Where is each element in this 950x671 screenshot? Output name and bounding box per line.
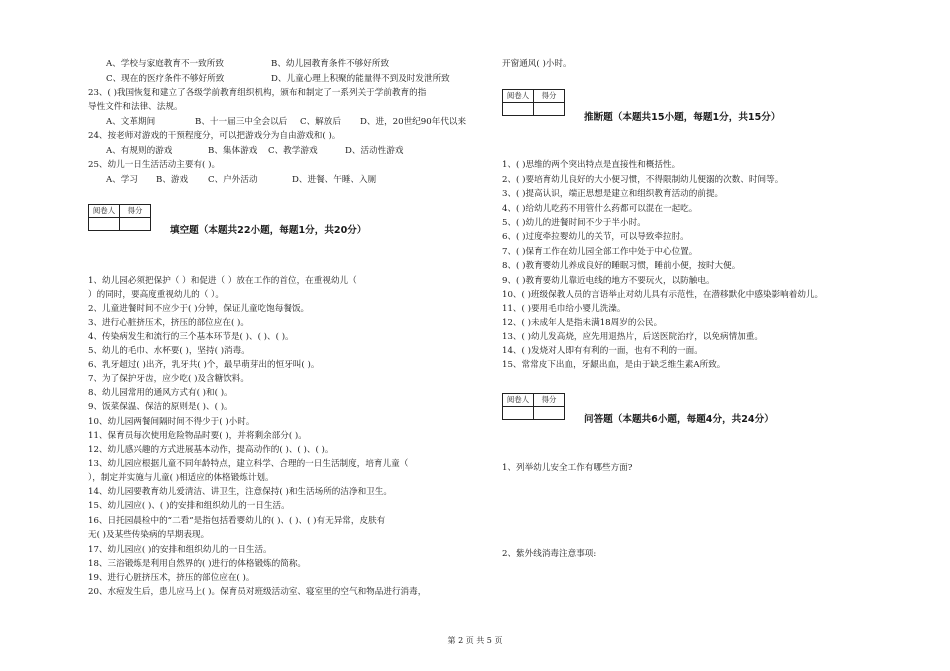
score-label: 得分 xyxy=(534,90,565,103)
judge-item: 6、( )过度牵拉婴幼儿的关节，可以导致牵拉肘。 xyxy=(502,232,689,242)
judge-item: 12、( )未成年人是指未满18周岁的公民。 xyxy=(502,318,663,328)
qa-item: 1、列举幼儿安全工作有哪些方面? xyxy=(502,463,633,473)
judge-item: 1、( )思维的两个突出特点是直接性和概括性。 xyxy=(502,160,681,170)
question-23-line2: 导性文件和法律、法规。 xyxy=(88,102,183,112)
question-25: 25、幼儿一日生活活动主要有( )。 xyxy=(88,160,221,170)
score-label: 得分 xyxy=(120,205,151,218)
fill-item: 18、三浴锻炼是利用自然界的( )进行的体格锻炼的简称。 xyxy=(88,559,307,569)
judge-item: 8、( )教育婴幼儿养成良好的睡眠习惯，睡前小便，按时大便。 xyxy=(502,261,741,271)
option-q25-a: A、学习 xyxy=(106,175,138,185)
fill-item: 16、日托园晨检中的“二看”是指包括看婴幼儿的( )、( )、( )有无异常，皮肤有 xyxy=(88,516,386,526)
fill-item: 17、幼儿园应( )的安排和组织幼儿的一日生活。 xyxy=(88,545,272,555)
option-q22-d: D、儿童心理上积聚的能量得不到及时发泄所致 xyxy=(271,74,450,84)
option-q23-b: B、十一届三中全会以后 xyxy=(195,117,288,127)
score-cell xyxy=(534,407,565,420)
fill-item: 11、保育员每次使用危险物品时要( )，并将剩余部分( )。 xyxy=(88,431,307,441)
judge-item: 13、( )幼儿发高烧，应先用退热片，后送医院治疗，以免病情加重。 xyxy=(502,332,763,342)
option-q24-d: D、活动性游戏 xyxy=(345,146,404,156)
reviewer-cell xyxy=(503,407,534,420)
judge-item: 7、( )保育工作在幼儿园全部工作中处于中心位置。 xyxy=(502,247,698,257)
score-box-fill xyxy=(88,204,151,231)
option-q24-c: C、教学游戏 xyxy=(268,146,318,156)
fill-item: 4、传染病发生和流行的三个基本环节是( )、( )、( )。 xyxy=(88,332,294,342)
option-q23-d: D、进，20世纪90年代以来 xyxy=(360,117,467,127)
reviewer-label: 阅卷人 xyxy=(503,90,534,103)
fill-item: 1、幼儿园必须把保护（ ）和促进（ ）放在工作的首位，在重视幼儿（ xyxy=(88,276,357,286)
option-q22-c: C、现在的医疗条件不够好所致 xyxy=(106,74,225,84)
score-box-qa xyxy=(502,393,565,420)
fill-item: 13、幼儿园应根据儿童不同年龄特点，建立科学、合理的一日生活制度，培育儿童（ xyxy=(88,459,409,469)
reviewer-label: 阅卷人 xyxy=(503,394,534,407)
fill-item: ），制定并实施与儿童( )相适应的体格锻炼计划。 xyxy=(88,473,274,483)
fill-item: ）的同时，要高度重视幼儿的（ ）。 xyxy=(88,290,224,300)
fill-item: 3、进行心脏挤压术，挤压的部位应在( )。 xyxy=(88,318,249,328)
judge-item: 5、( )幼儿的进餐时间不少于半小时。 xyxy=(502,218,646,228)
fill-item: 2、儿童进餐时间不应少于( )分钟，保证儿童吃饱每餐饭。 xyxy=(88,304,310,314)
section-fill-heading: 填空题（本题共22小题，每题1分，共20分） xyxy=(170,225,367,236)
option-q25-c: C、户外活动 xyxy=(208,175,258,185)
fill-item: 8、幼儿园常用的通风方式有( )和( )。 xyxy=(88,388,233,398)
fill-item: 14、幼儿园要教育幼儿爱清洁、讲卫生，注意保持( )和生活场所的洁净和卫生。 xyxy=(88,487,392,497)
section-qa-heading: 问答题（本题共6小题，每题4分，共24分） xyxy=(584,414,774,425)
qa-item: 2、紫外线消毒注意事项: xyxy=(502,549,597,559)
fill-item: 7、为了保护牙齿，应少吃( )及含糖饮料。 xyxy=(88,374,249,384)
option-q25-b: B、游戏 xyxy=(156,175,189,185)
option-q24-a: A、有规则的游戏 xyxy=(106,146,173,156)
option-q24-b: B、集体游戏 xyxy=(208,146,258,156)
option-q23-a: A、文革期间 xyxy=(106,117,156,127)
score-label: 得分 xyxy=(534,394,565,407)
reviewer-cell xyxy=(503,103,534,116)
option-q22-a: A、学校与家庭教育不一致所致 xyxy=(106,59,224,69)
fill-item: 10、幼儿园两餐间隔时间不得少于( )小时。 xyxy=(88,417,255,427)
fill-item: 5、幼儿的毛巾、水杯要( )，坚持( )消毒。 xyxy=(88,346,250,356)
question-20-continued: 开窗通风( )小时。 xyxy=(502,59,572,69)
option-q22-b: B、幼儿园教育条件不够好所致 xyxy=(271,59,390,69)
judge-item: 3、( )提高认识，端正思想是建立和组织教育活动的前提。 xyxy=(502,189,724,199)
option-q23-c: C、解放后 xyxy=(300,117,341,127)
option-q25-d: D、进餐、午睡、入厕 xyxy=(292,175,377,185)
judge-item: 11、( )要用毛巾给小婴儿洗澡。 xyxy=(502,304,626,314)
fill-item: 无( )及某些传染病的早期表现。 xyxy=(88,530,210,540)
fill-item: 19、进行心脏挤压术，挤压的部位应在( )。 xyxy=(88,573,255,583)
score-cell xyxy=(120,218,151,231)
question-23-line1: 23、( )我国恢复和建立了各级学前教育组织机构，颁布和制定了一系列关于学前教育的指 xyxy=(88,88,427,98)
judge-item: 9、( )教育要幼儿靠近电线的地方不要玩火，以防触电。 xyxy=(502,276,715,286)
fill-item: 20、水痘发生后，患儿应马上( )。保育员对班级活动室、寝室里的空气和物品进行消毒， xyxy=(88,587,427,597)
score-box-judge xyxy=(502,89,565,116)
question-24: 24、按老师对游戏的干预程度分，可以把游戏分为自由游戏和( )。 xyxy=(88,131,341,141)
judge-item: 10、( )班级保教人员的言语举止对幼儿具有示范性，在潜移默化中感染影响着幼儿。 xyxy=(502,290,824,300)
fill-item: 9、饭菜保温、保洁的原则是( )、( )。 xyxy=(88,402,233,412)
fill-item: 15、幼儿园应( )、( )的安排和组织幼儿的一日生活。 xyxy=(88,501,290,511)
reviewer-cell xyxy=(89,218,120,231)
judge-item: 4、( )给幼儿吃药不用管什么药都可以混在一起吃。 xyxy=(502,204,698,214)
judge-item: 15、常常皮下出血，牙龈出血，是由于缺乏维生素A所致。 xyxy=(502,360,726,370)
section-judge-heading: 推断题（本题共15小题，每题1分，共15分） xyxy=(584,112,781,123)
reviewer-label: 阅卷人 xyxy=(89,205,120,218)
judge-item: 14、( )发烧对人即有有利的一面，也有不利的一面。 xyxy=(502,346,703,356)
judge-item: 2、( )要培育幼儿良好的大小便习惯，不得限制幼儿便溺的次数、时间等。 xyxy=(502,175,784,185)
fill-item: 12、幼儿感兴趣的方式进展基本动作，提高动作的( )、( )、( )。 xyxy=(88,445,334,455)
score-cell xyxy=(534,103,565,116)
page-footer: 第 2 页 共 5 页 xyxy=(447,636,503,645)
fill-item: 6、乳牙超过( )出齐，乳牙共( )个，最早萌芽出的恒牙叫( )。 xyxy=(88,360,320,370)
